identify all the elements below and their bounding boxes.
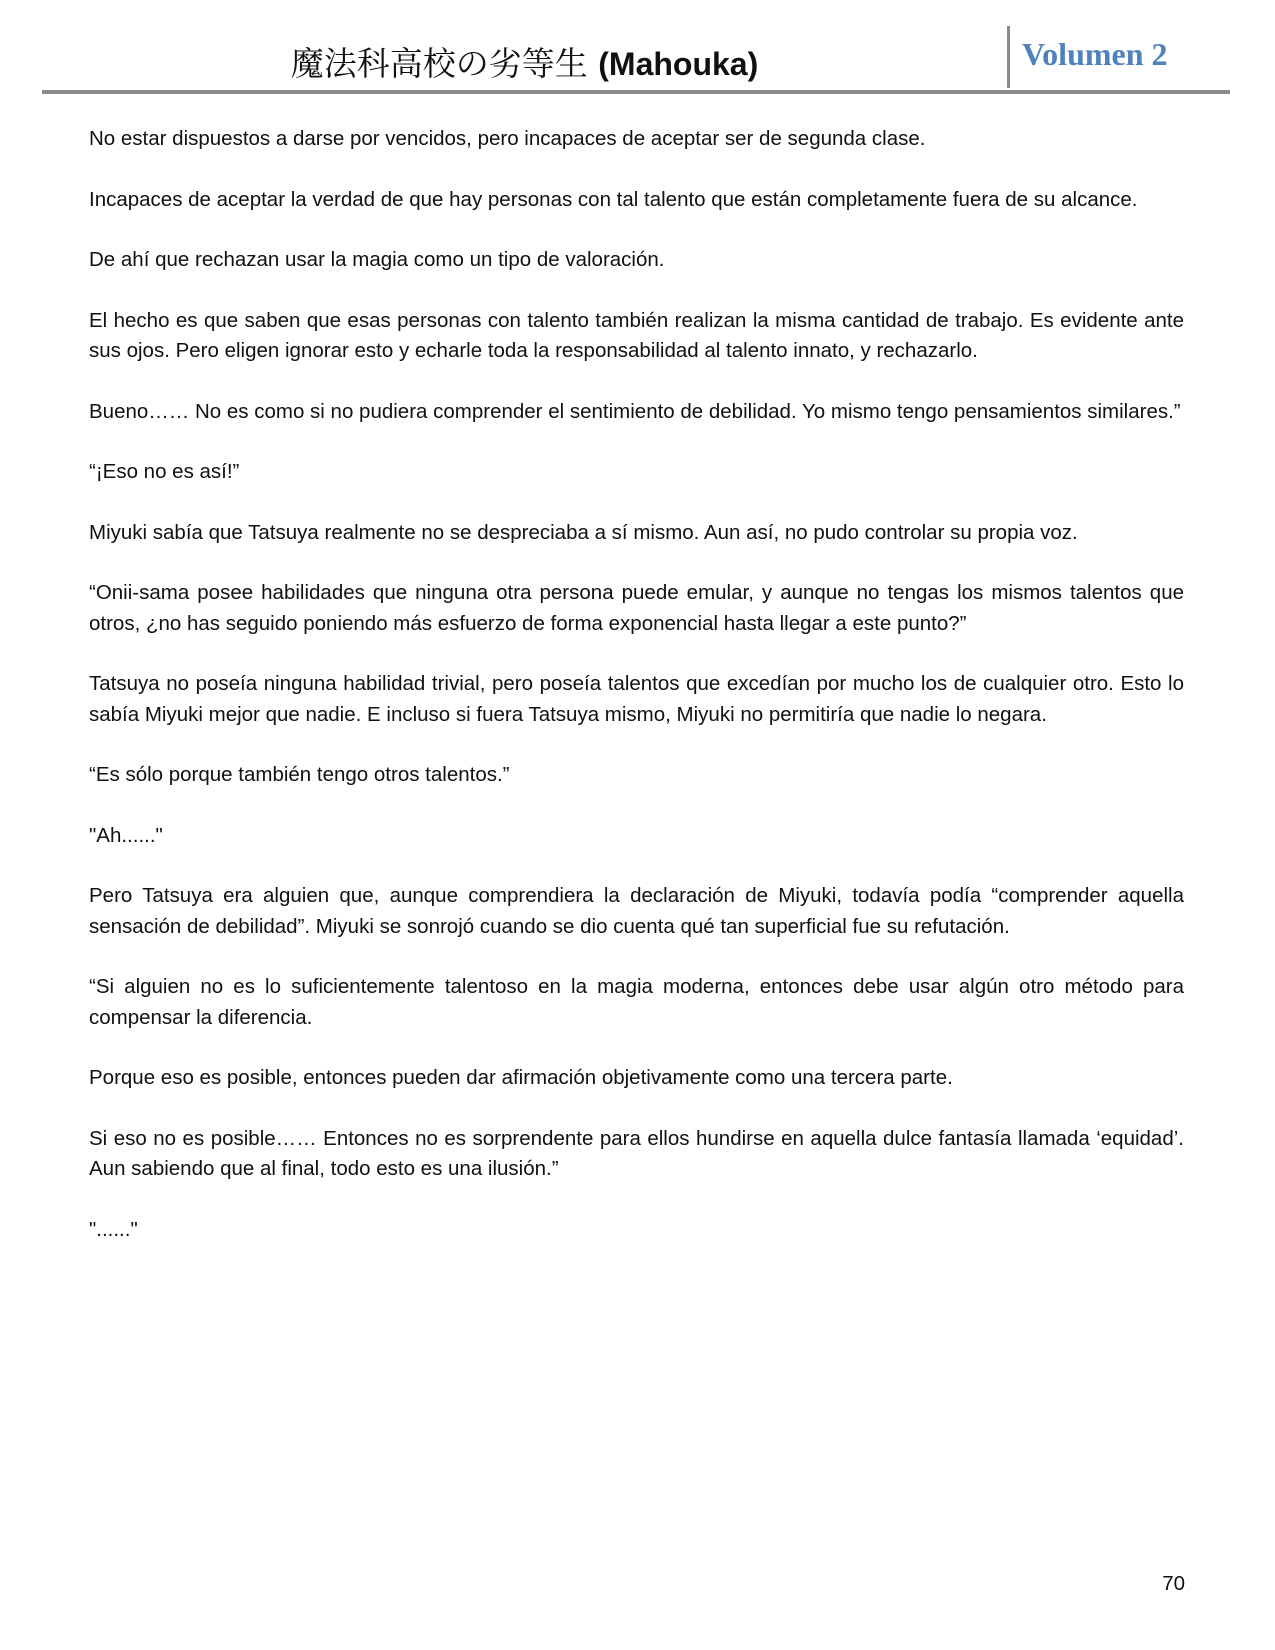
book-title: [42, 38, 1007, 85]
header-divider: [1007, 26, 1010, 88]
paragraph: "......": [89, 1217, 138, 1241]
paragraph: “Es sólo porque también tengo otros talentos.”: [89, 763, 510, 786]
paragraph: “Si alguien no es lo suficientemente talentoso en la magia moderna, entonces debe usar algún otro método para compensar la diferencia.: [89, 975, 1184, 1029]
page-body: [89, 124, 1184, 1275]
paragraph: De ahí que rechazan usar la magia como un tipo de valoración.: [89, 248, 665, 271]
paragraph: El hecho es que saben que esas personas con talento también realizan la misma cantidad de trabajo. Es evidente ante sus ojos. Pero eligen ignorar esto y echarle toda la responsabilidad al talento innato, y rechazarlo.: [89, 308, 1184, 362]
book-title-latin: (Mahouka): [598, 46, 759, 82]
paragraph: “Onii-sama posee habilidades que ninguna otra persona puede emular, y aunque no tengas los mismos talentos que otros, ¿no has seguido poniendo más esfuerzo de forma exponencial hasta llegar a este punto?”: [89, 581, 1184, 635]
paragraph: Bueno…… No es como si no pudiera comprender el sentimiento de debilidad. Yo mismo tengo pensamientos similares.”: [89, 399, 1181, 423]
book-title-japanese: 魔法科高校の劣等生: [290, 44, 588, 83]
paragraph: Si eso no es posible…… Entonces no es sorprendente para ellos hundirse en aquella dulce fantasía llamada ‘equidad’. Aun sabiendo que al final, todo esto es una ilusión.”: [89, 1126, 1184, 1180]
header-rule: [42, 90, 1230, 94]
paragraph: Porque eso es posible, entonces pueden dar afirmación objetivamente como una tercera parte.: [89, 1066, 953, 1089]
paragraph: Pero Tatsuya era alguien que, aunque comprendiera la declaración de Miyuki, todavía podía “comprender aquella sensación de debilidad”. Miyuki se sonrojó cuando se dio cuenta qué tan superficial fue su refutación.: [89, 884, 1184, 938]
page-header: [42, 26, 1230, 94]
volume-label: Volumen 2: [1022, 36, 1168, 72]
paragraph: Tatsuya no poseía ninguna habilidad trivial, pero poseía talentos que excedían por mucho los de cualquier otro. Esto lo sabía Miyuki mejor que nadie. E incluso si fuera Tatsuya mismo, Miyuki no permitiría que nadie lo negara.: [89, 672, 1184, 726]
paragraph: No estar dispuestos a darse por vencidos, pero incapaces de aceptar ser de segunda clase.: [89, 127, 926, 150]
paragraph: “¡Eso no es así!”: [89, 460, 240, 483]
page-number: 70: [1162, 1572, 1185, 1595]
paragraph: "Ah......": [89, 823, 163, 847]
paragraph: Incapaces de aceptar la verdad de que hay personas con tal talento que están completamente fuera de su alcance.: [89, 187, 1138, 211]
paragraph: Miyuki sabía que Tatsuya realmente no se despreciaba a sí mismo. Aun así, no pudo controlar su propia voz.: [89, 520, 1078, 544]
